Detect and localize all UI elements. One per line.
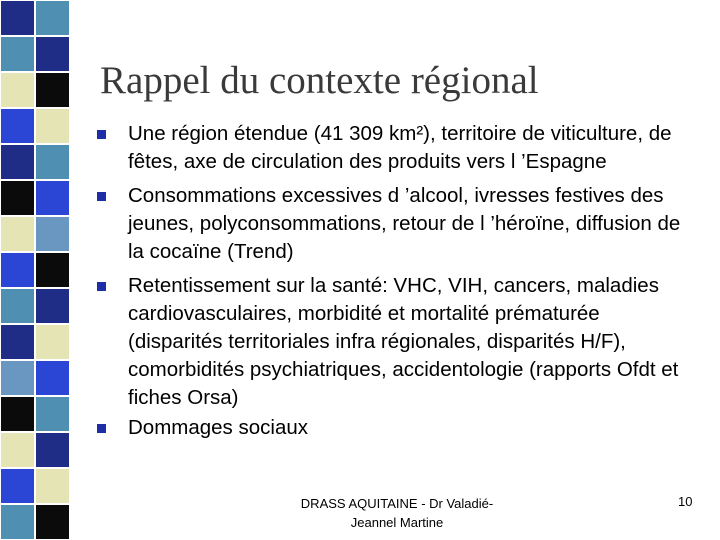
strip-block <box>35 288 70 324</box>
strip-block <box>35 180 70 216</box>
strip-block <box>35 216 70 252</box>
square-bullet-icon <box>97 282 106 291</box>
strip-block <box>0 144 35 180</box>
strip-block <box>0 0 35 36</box>
strip-block <box>35 72 70 108</box>
strip-block <box>0 504 35 540</box>
strip-block <box>0 108 35 144</box>
bullet-text: Retentissement sur la santé: VHC, VIH, cancers, maladies cardiovasculaires, morbidité et mortalité prématurée (disparités territoriales infra régionales, disparités H/F), comorbidités psychiatriques, accidentologie (rapports Ofdt et fiches Orsa) <box>128 274 679 409</box>
strip-block <box>35 36 70 72</box>
strip-block <box>35 360 70 396</box>
strip-block <box>35 0 70 36</box>
bullet-item <box>97 414 697 442</box>
strip-block <box>35 324 70 360</box>
strip-block <box>35 252 70 288</box>
bullet-item <box>97 272 697 412</box>
strip-block <box>35 144 70 180</box>
strip-block <box>0 432 35 468</box>
strip-block <box>35 468 70 504</box>
slide-title: Rappel du contexte régional <box>100 59 539 102</box>
bullet-text: Dommages sociaux <box>128 416 309 439</box>
slide-footer: DRASS AQUITAINE - Dr Valadié-Jeannel Martine <box>300 496 494 530</box>
bullet-item <box>97 182 697 266</box>
strip-block <box>0 180 35 216</box>
bullet-text: Consommations excessives d ’alcool, ivresses festives des jeunes, polyconsommations, retour de l ’héroïne, diffusion de la cocaïne (Trend) <box>128 184 681 263</box>
strip-block <box>35 108 70 144</box>
strip-block <box>35 396 70 432</box>
strip-block <box>35 432 70 468</box>
page-number: 10 <box>678 494 693 509</box>
strip-block <box>0 324 35 360</box>
strip-block <box>0 36 35 72</box>
strip-block <box>0 360 35 396</box>
strip-block <box>35 504 70 540</box>
strip-block <box>0 252 35 288</box>
bullet-item <box>97 120 697 176</box>
bullet-list <box>97 120 697 442</box>
strip-block <box>0 216 35 252</box>
decorative-left-strip <box>0 0 70 540</box>
strip-block <box>0 288 35 324</box>
strip-block <box>0 72 35 108</box>
strip-block <box>0 468 35 504</box>
square-bullet-icon <box>97 424 106 433</box>
strip-block <box>0 396 35 432</box>
square-bullet-icon <box>97 130 106 139</box>
square-bullet-icon <box>97 192 106 201</box>
bullet-text: Une région étendue (41 309 km²), territoire de viticulture, de fêtes, axe de circulation des produits vers l ’Espagne <box>128 122 672 173</box>
